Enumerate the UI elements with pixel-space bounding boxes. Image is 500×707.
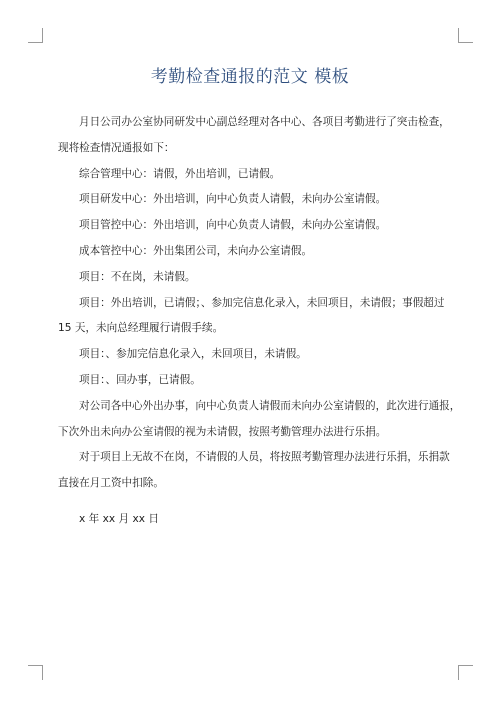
- body-line: 项目：、参加完信息化录入，未回项目，未请假。: [79, 348, 307, 361]
- corner-mark-top-left: [28, 28, 43, 43]
- body-line: 综合管理中心：请假，外出培训，已请假。: [79, 167, 281, 180]
- body-line: 对公司各中心外出办事，向中心负责人请假而未向办公室请假的，此次进行通报，: [79, 399, 461, 412]
- corner-mark-top-right: [458, 28, 473, 43]
- corner-mark-bottom-left: [28, 665, 43, 680]
- document-date: x 年 xx 月 xx 日: [79, 513, 159, 525]
- body-line: 月日公司办公室协同研发中心副总经理对各中心、各项目考勤进行了突击检查，: [79, 116, 450, 128]
- body-line: 现将检查情况通报如下：: [58, 141, 175, 154]
- body-line: 成本管控中心：外出集团公司，未向办公室请假。: [79, 244, 313, 257]
- body-line: 直接在月工资中扣除。: [58, 477, 164, 490]
- body-line: 项目管控中心：外出培训，向中心负责人请假，未向办公室请假。: [79, 219, 387, 232]
- body-line: 项目：外出培训，已请假；、参加完信息化录入，未回项目，未请假；事假超过: [79, 296, 445, 309]
- body-line: 15 天，未向总经理履行请假手续。: [58, 322, 224, 335]
- document-title: 考勤检查通报的范文 模板: [150, 67, 350, 87]
- body-line: 项目研发中心：外出培训，向中心负责人请假，未向办公室请假。: [79, 193, 387, 206]
- body-line: 对于项目上无故不在岗，不请假的人员，将按照考勤管理办法进行乐捐，乐捐款: [79, 451, 450, 464]
- body-line: 项目：不在岗，未请假。: [79, 270, 196, 283]
- body-line: 下次外出未向办公室请假的视为未请假，按照考勤管理办法进行乐捐。: [58, 425, 387, 438]
- corner-mark-bottom-right: [458, 665, 473, 680]
- body-line: 项目：、回办事，已请假。: [79, 373, 201, 386]
- document-body: [58, 110, 461, 497]
